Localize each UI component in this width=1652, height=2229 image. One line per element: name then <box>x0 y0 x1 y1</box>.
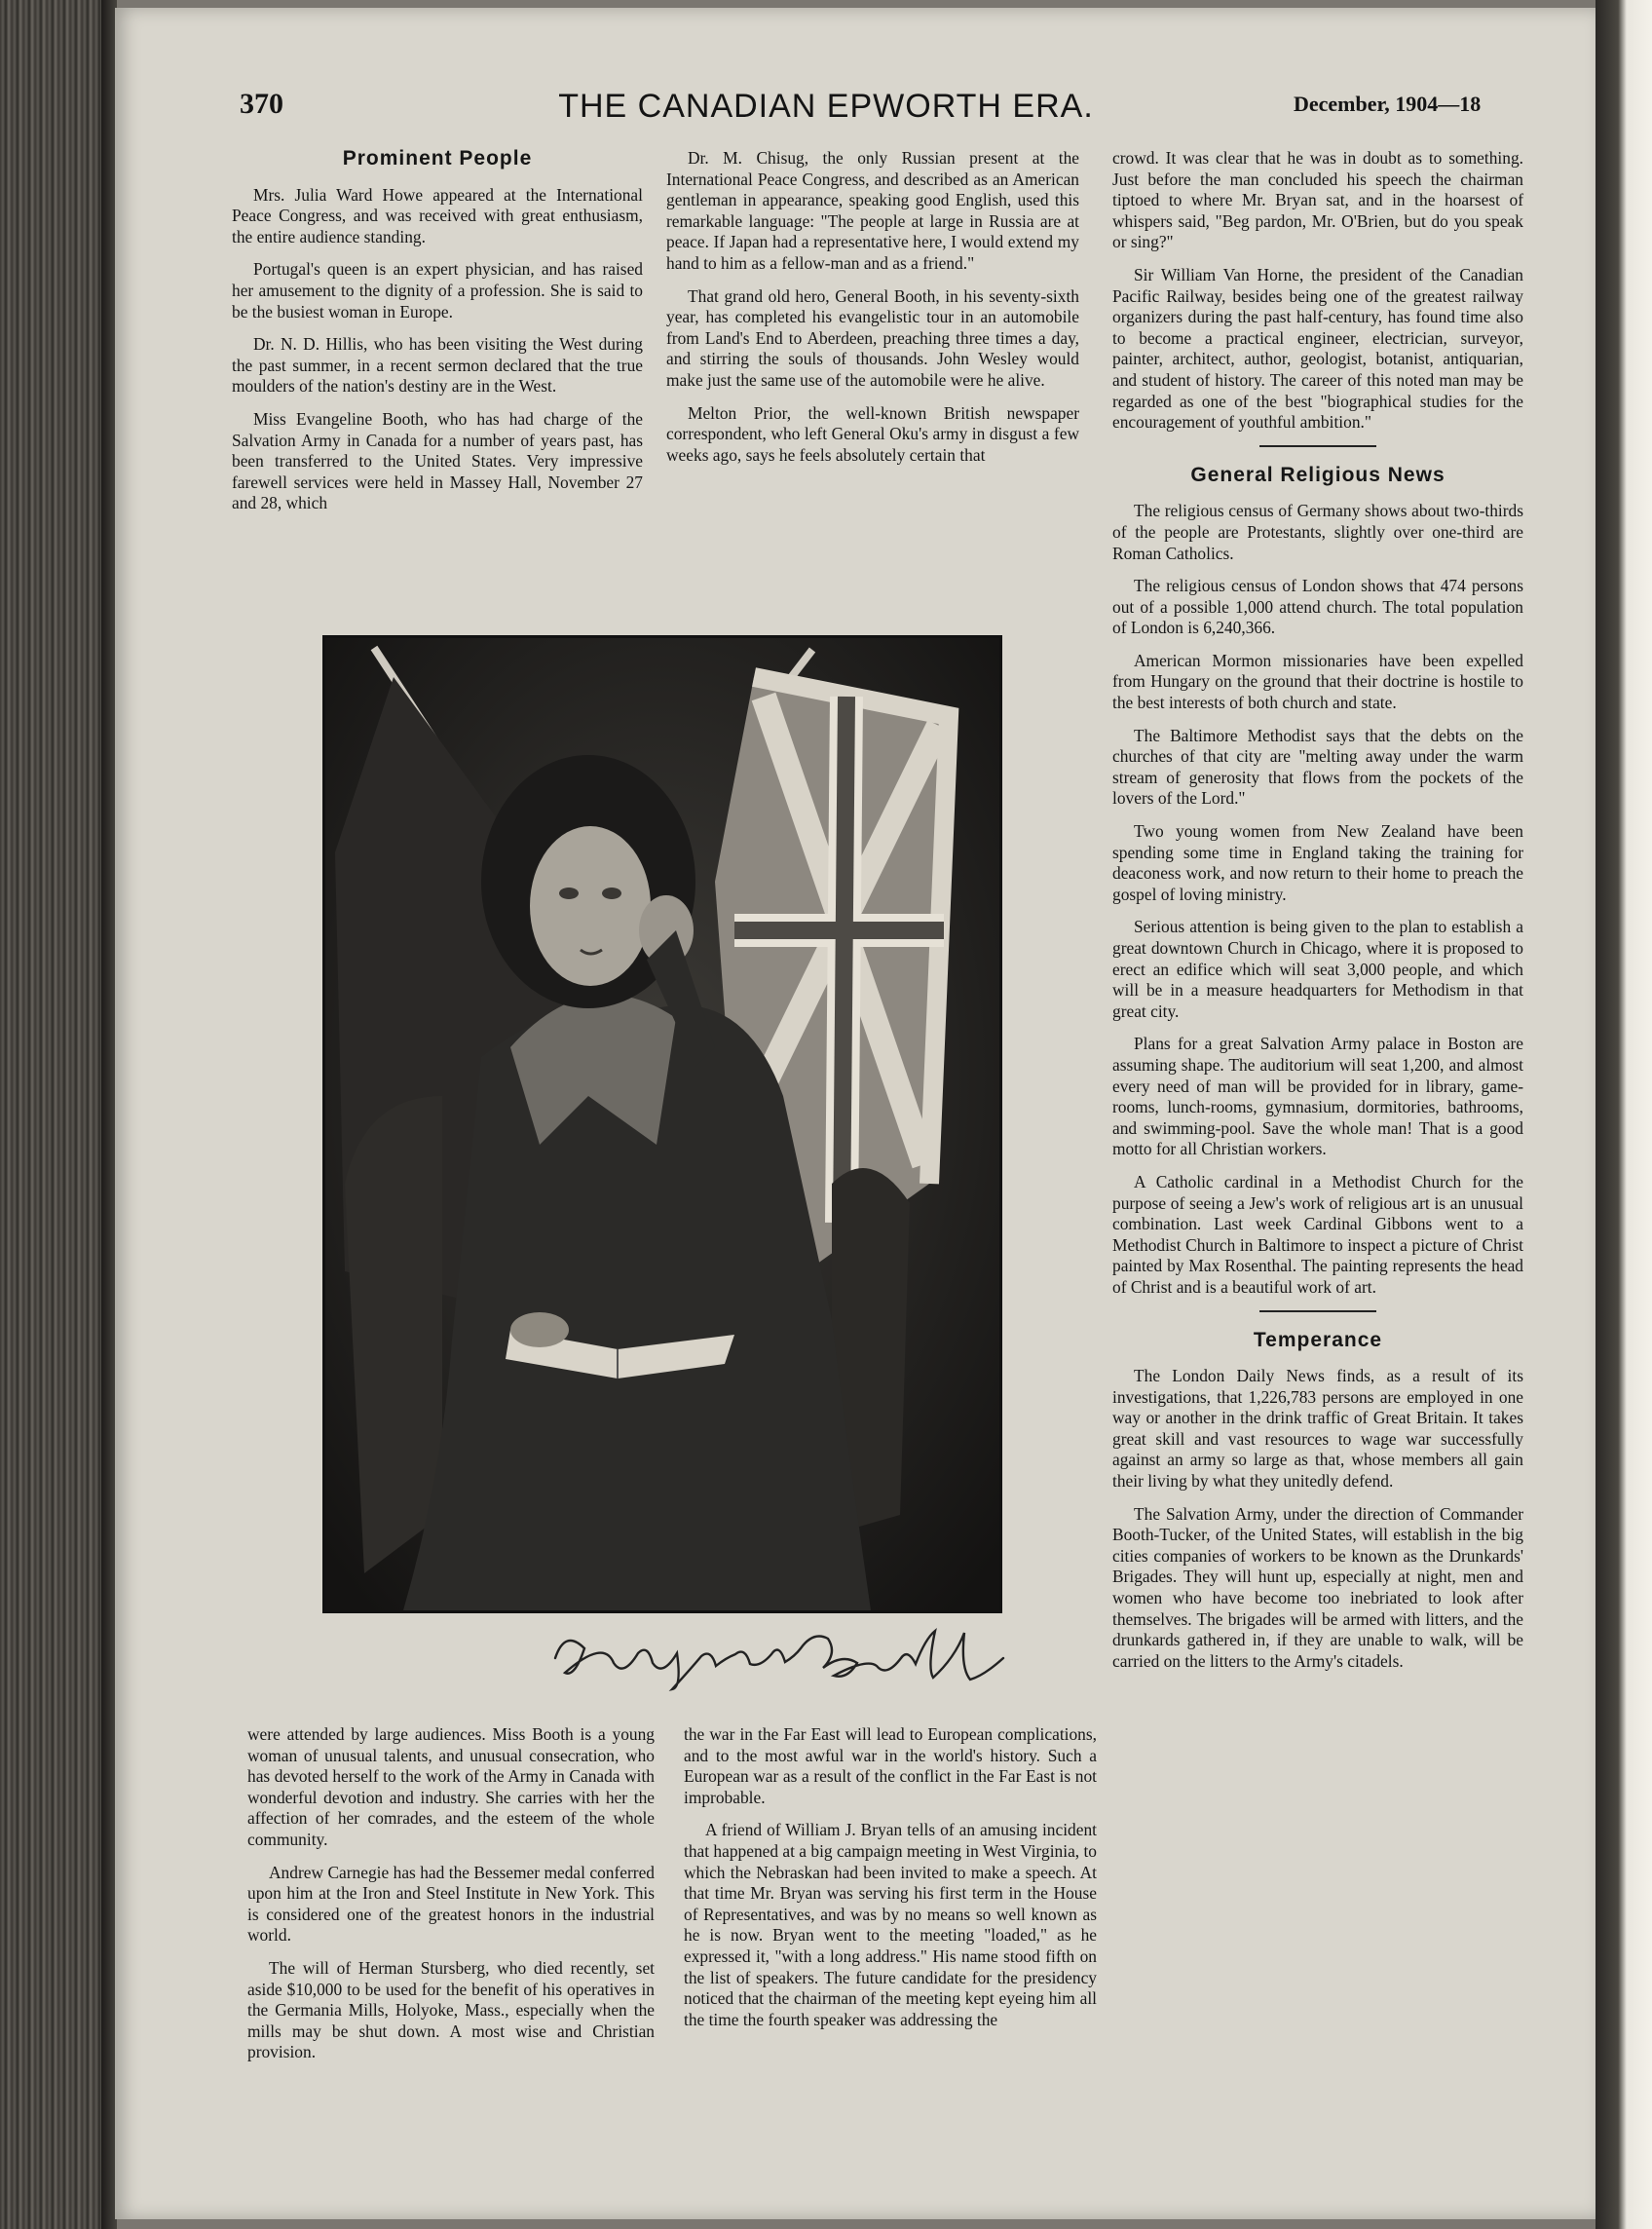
article-paragraph: Miss Evangeline Booth, who has had charge of the Salvation Army in Canada for a number of years past, has been transferred to the United States. Very impressive farewell services were held in Massey Hall, November 27 and 28, which <box>232 408 643 513</box>
article-paragraph: A friend of William J. Bryan tells of an amusing incident that happened at a big campaign meeting in West Virginia, to which the Nebraskan had been invited to make a speech. At that time Mr. Bryan was serving his first term in the House of Representatives, and was by no means so well known as he is now. Bryan went to the meeting "loaded," as he expressed it, "with a long address." His name stood fifth on the list of speakers. The future candidate for the presidency noticed that the chairman of the meeting kept eyeing him all the time the fourth speaker was addressing the <box>684 1820 1098 2029</box>
section-heading-temperance: Temperance <box>1253 1328 1383 1351</box>
column-2-top <box>666 148 1079 477</box>
column-3 <box>1112 148 1523 1683</box>
article-paragraph: Plans for a great Salvation Army palace in Boston are assuming shape. The auditorium will seat 1,200, and almost every need of man will be provided for in library, game-rooms, lunch-rooms, gymnasium, dormitories, bathrooms, and swimming-pool. Save the whole man! That is a good motto for all Christian workers. <box>1112 1034 1523 1159</box>
article-paragraph: Two young women from New Zealand have been spending some time in England taking the training for deaconess work, and now return to their home to preach the gospel of loving ministry. <box>1112 821 1523 904</box>
issue-date: December, 1904—18 <box>1294 92 1482 116</box>
article-paragraph: Andrew Carnegie has had the Bessemer medal conferred upon him at the Iron and Steel Institute in New York. This is considered one of the greatest honors in the industrial world. <box>247 1862 655 1946</box>
article-paragraph: Melton Prior, the well-known British newspaper correspondent, who left General Oku's army in disgust a few weeks ago, says he feels absolutely certain that <box>666 402 1079 465</box>
page-title: THE CANADIAN EPWORTH ERA. <box>558 88 1094 125</box>
portrait-image <box>325 638 999 1610</box>
column-2-bottom <box>684 1724 1097 2042</box>
article-paragraph: the war in the Far East will lead to European complications, and to the most awful war in the world's history. Such a European war as a result of the conflict in the Far East is not improbable. <box>684 1724 1097 1807</box>
article-paragraph: Dr. N. D. Hillis, who has been visiting the West during the past summer, in a recent sermon declared that the true moulders of the nation's destiny are in the West. <box>232 334 643 397</box>
article-paragraph: American Mormon missionaries have been expelled from Hungary on the ground that their doctrine is hostile to the best interests of both church and state. <box>1112 650 1523 713</box>
article-paragraph: Dr. M. Chisug, the only Russian present at the International Peace Congress, and described as an American gentleman in appearance, speaking good English, used this remarkable language: "The people at large in Russia are at peace. If Japan had a representative here, I would extend my hand to him as a fellow-man and as a friend." <box>666 148 1079 273</box>
article-paragraph: Portugal's queen is an expert physician, and has raised her amusement to the dignity of a profession. She is said to be the busiest woman in Europe. <box>232 259 643 321</box>
section-divider <box>1259 1310 1376 1312</box>
section-divider <box>1259 445 1376 447</box>
article-paragraph: The religious census of London shows that 474 persons out of a possible 1,000 attend church. The total population of London is 6,240,366. <box>1112 576 1523 638</box>
next-page-edge <box>1596 0 1652 2229</box>
portrait-photograph <box>322 635 1002 1613</box>
column-1-top <box>232 148 643 526</box>
article-paragraph: The will of Herman Stursberg, who died recently, set aside $10,000 to be used for the benefit of his operatives in the Germania Mills, Holyoke, Mass., especially when the mills may be shut down. A most wise and Christian provision. <box>247 1957 655 2062</box>
article-paragraph: That grand old hero, General Booth, in his seventy-sixth year, has completed his evangelistic tour in an automobile from Land's End to Aberdeen, preaching three times a day, and stirring the souls of thousands. John Wesley would make just the same use of the automobile were he alive. <box>666 285 1079 390</box>
article-paragraph: Sir William Van Horne, the president of the Canadian Pacific Railway, besides being one of the greatest railway organizers during the past half-century, has found time also to become a practical engineer, electrician, surveyor, painter, architect, author, geologist, botanist, antiquarian, and student of history. The career of this noted man may be regarded as one of the best "biographical studies for the encouragement of youthful ambition." <box>1112 264 1523 433</box>
article-paragraph: The Salvation Army, under the direction of Commander Booth-Tucker, of the United States, will establish in the big cities companies of workers to be known as the Drunkards' Brigades. They will hunt up, especially at night, men and women who have become too inebriated to look after themselves. The brigades will be armed with litters, and the drunkards gathered in, if they are unable to walk, will be carried on the litters to the Army's citadels. <box>1112 1503 1523 1671</box>
column-1-bottom <box>247 1724 655 2075</box>
article-paragraph: Serious attention is being given to the plan to establish a great downtown Church in Chicago, where it is proposed to erect an edifice which will seat 3,000 people, and which will be in a measure headquarters for Methodism in that great city. <box>1112 917 1523 1021</box>
signature <box>545 1619 1013 1695</box>
article-paragraph: The London Daily News finds, as a result of its investigations, that 1,226,783 persons are employed in one way or another in the drink traffic of Great Britain. It takes great skill and vast resources to wage war successfully against an army so large as that, whose members all gain their living by what they unitedly defend. <box>1112 1366 1523 1492</box>
article-paragraph: A Catholic cardinal in a Methodist Church for the purpose of seeing a Jew's work of religious art is an unusual combination. Last week Cardinal Gibbons went to a Methodist Church in Baltimore to inspect a picture of Christ painted by Max Rosenthal. The painting represents the head of Christ and is a beautiful work of art. <box>1112 1171 1523 1297</box>
book-binding <box>0 0 109 2229</box>
page-number: 370 <box>240 88 283 120</box>
section-heading-prominent-people: Prominent People <box>342 147 533 170</box>
article-paragraph: crowd. It was clear that he was in doubt as to something. Just before the man concluded his speech the chairman tiptoed to where Mr. Bryan sat, and in the hoarsest of whispers said, "Beg pardon, Mr. O'Brien, but do you speak or sing?" <box>1112 148 1523 252</box>
article-paragraph: were attended by large audiences. Miss Booth is a young woman of unusual talents, and unusual consecration, who has devoted herself to the work of the Army in Canada with wonderful devotion and industry. She carries with her the affection of her comrades, and the esteem of the whole community. <box>247 1724 655 1849</box>
article-paragraph: Mrs. Julia Ward Howe appeared at the International Peace Congress, and was received with great enthusiasm, the entire audience standing. <box>232 184 643 246</box>
section-heading-general-religious-news: General Religious News <box>1190 463 1446 486</box>
article-paragraph: The religious census of Germany shows about two-thirds of the people are Protestants, slightly over one-third are Roman Catholics. <box>1112 501 1523 563</box>
article-paragraph: The Baltimore Methodist says that the debts on the churches of that city are "melting away under the warm stream of generosity that flows from the pockets of the lovers of the Lord." <box>1112 725 1523 809</box>
